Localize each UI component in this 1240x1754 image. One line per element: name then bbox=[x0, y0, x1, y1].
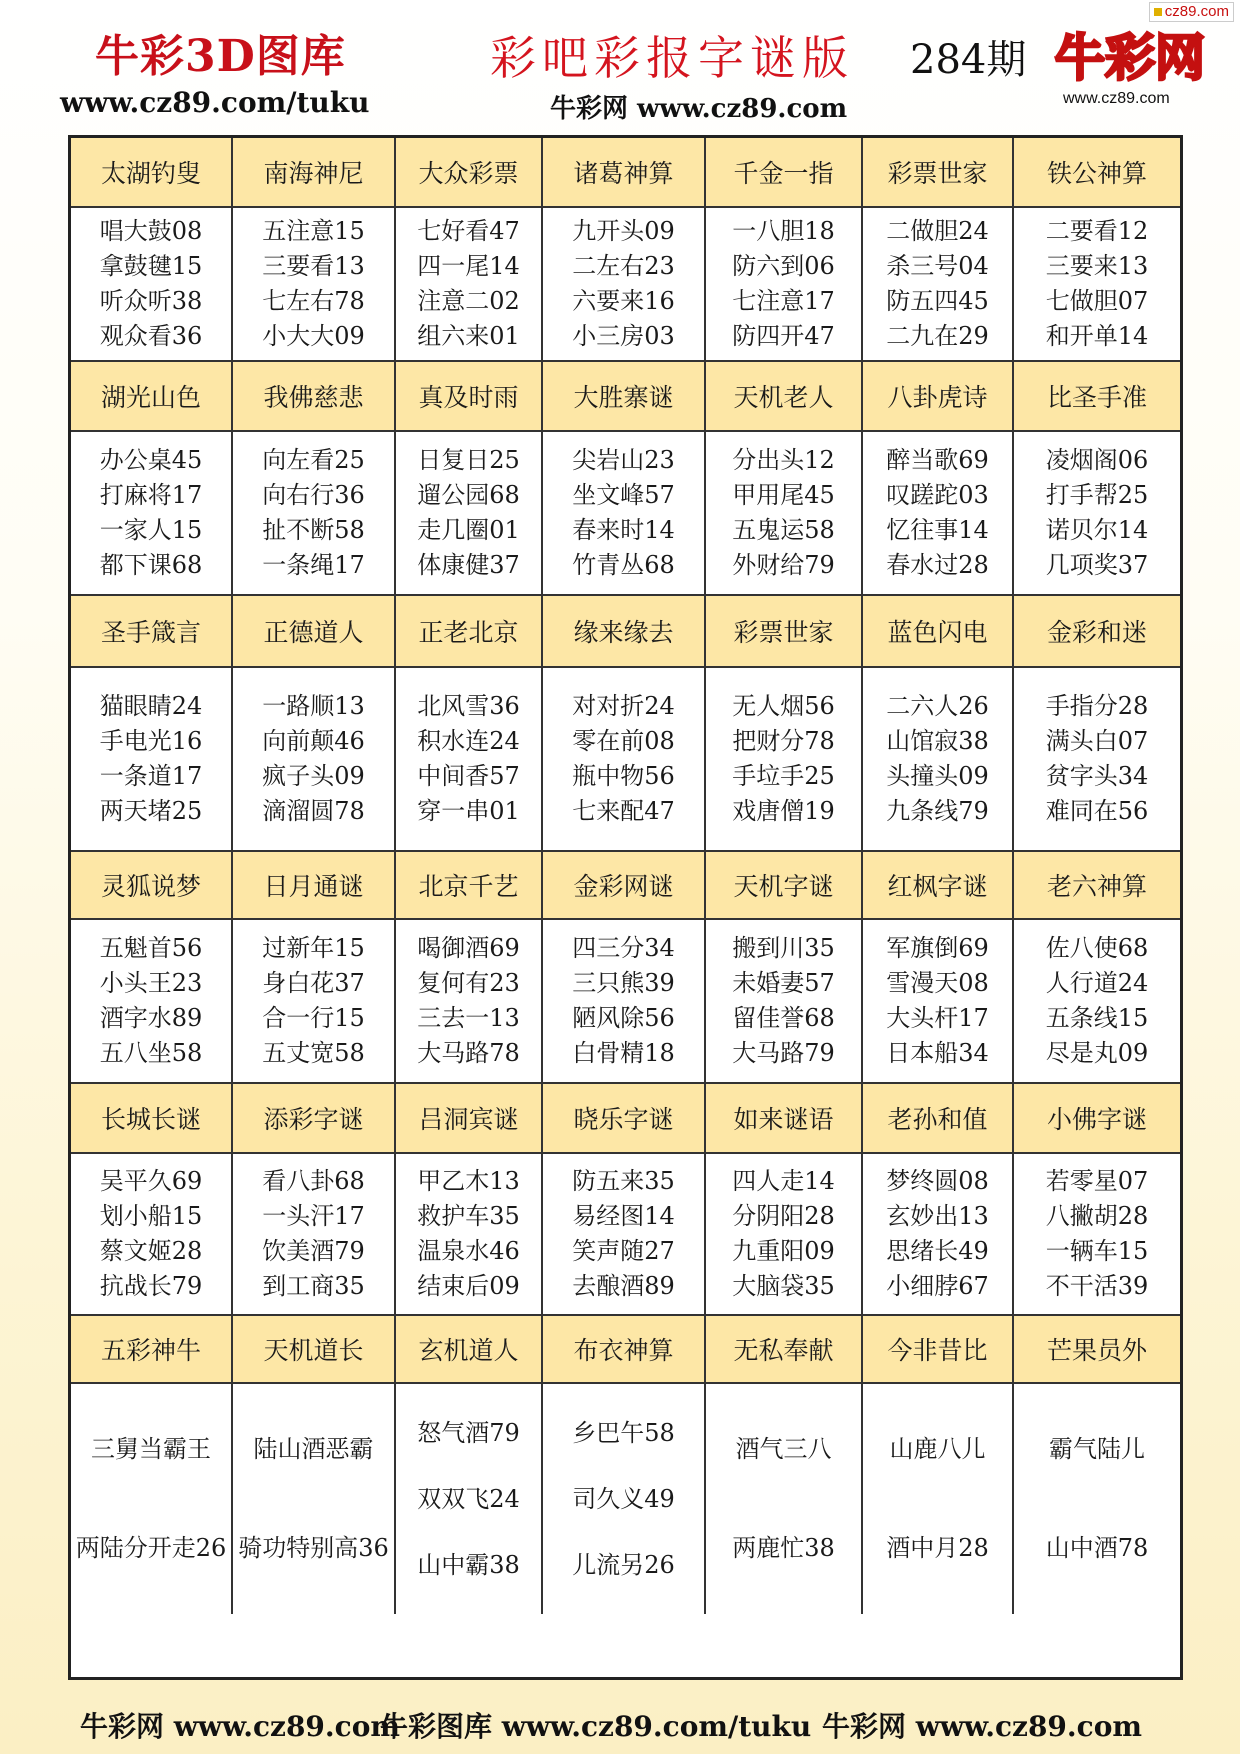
riddle-cell bbox=[863, 1154, 1014, 1316]
riddle-cell bbox=[543, 1154, 706, 1316]
riddle-cell bbox=[543, 208, 706, 362]
riddle-cell bbox=[863, 920, 1014, 1084]
riddle-line: 四人走14 bbox=[732, 1167, 835, 1195]
riddle-line: 甲用尾45 bbox=[732, 481, 835, 509]
riddle-cell bbox=[71, 432, 233, 596]
expert-name-cell: 湖光山色 bbox=[71, 362, 233, 432]
riddle-line: 九开头09 bbox=[572, 217, 675, 245]
logo-text: 牛彩网 bbox=[1055, 29, 1205, 87]
riddle-line: 扯不断58 bbox=[262, 516, 365, 544]
riddle-line: 骑功特别高36 bbox=[238, 1534, 389, 1562]
riddle-line: 北风雪36 bbox=[417, 692, 520, 720]
riddle-line: 去酿酒89 bbox=[572, 1272, 675, 1300]
riddle-line: 思绪长49 bbox=[886, 1237, 989, 1265]
riddle-line: 凌烟阁06 bbox=[1045, 446, 1149, 474]
riddle-line: 一家人15 bbox=[99, 516, 203, 544]
riddle-line: 零在前08 bbox=[572, 727, 675, 755]
riddle-line: 大马路79 bbox=[732, 1039, 835, 1067]
riddle-cell bbox=[233, 208, 396, 362]
riddle-line: 五条线15 bbox=[1045, 1004, 1149, 1032]
expert-name-cell: 布衣神算 bbox=[543, 1316, 706, 1384]
expert-name-cell: 圣手箴言 bbox=[71, 596, 233, 668]
riddle-line: 杀三号04 bbox=[886, 252, 989, 280]
riddle-line: 搬到川35 bbox=[732, 934, 835, 962]
expert-name-cell: 长城长谜 bbox=[71, 1084, 233, 1154]
riddle-line: 司久义49 bbox=[572, 1484, 675, 1513]
riddle-line: 六要来16 bbox=[572, 287, 675, 315]
riddle-cell bbox=[233, 1384, 396, 1614]
riddle-line: 三舅当霸王 bbox=[91, 1435, 211, 1463]
riddle-cell bbox=[1014, 1384, 1180, 1614]
riddle-line: 积水连24 bbox=[417, 727, 520, 755]
footer-link-right[interactable]: 牛彩网 www.cz89.com bbox=[822, 1710, 1143, 1743]
riddle-line: 山馆寂38 bbox=[886, 727, 989, 755]
riddle-cell bbox=[233, 432, 396, 596]
expert-name-cell: 诸葛神算 bbox=[543, 138, 706, 208]
riddle-line: 陋风除56 bbox=[572, 1004, 675, 1032]
riddle-line: 若零星07 bbox=[1045, 1167, 1149, 1195]
riddle-cell bbox=[543, 920, 706, 1084]
riddle-line: 抗战长79 bbox=[99, 1272, 203, 1300]
expert-name-cell: 小佛字谜 bbox=[1014, 1084, 1180, 1154]
riddle-cell bbox=[1014, 432, 1180, 596]
riddle-cell bbox=[396, 208, 543, 362]
riddle-line: 五魁首56 bbox=[99, 934, 203, 962]
riddle-line: 两鹿忙38 bbox=[732, 1534, 835, 1562]
riddle-line: 山鹿八儿 bbox=[889, 1435, 986, 1463]
riddle-line: 七做胆07 bbox=[1045, 287, 1149, 315]
riddle-line: 未婚妻57 bbox=[732, 969, 835, 997]
riddle-row bbox=[71, 432, 1180, 596]
riddle-line: 防四开47 bbox=[732, 322, 835, 350]
riddle-cell bbox=[71, 1154, 233, 1316]
riddle-grid bbox=[68, 135, 1183, 1680]
riddle-line: 双双飞24 bbox=[417, 1484, 520, 1513]
niucai-logo[interactable] bbox=[1055, 18, 1205, 113]
riddle-line: 都下课68 bbox=[99, 551, 203, 579]
expert-name-cell: 我佛慈悲 bbox=[233, 362, 396, 432]
riddle-cell bbox=[233, 1154, 396, 1316]
period-number: 284期 bbox=[910, 37, 1027, 83]
expert-name-cell: 比圣手准 bbox=[1014, 362, 1180, 432]
riddle-cell bbox=[396, 920, 543, 1084]
riddle-line: 五八坐58 bbox=[99, 1039, 203, 1067]
riddle-row bbox=[71, 668, 1180, 852]
riddle-line: 小三房03 bbox=[572, 322, 675, 350]
site-url-link[interactable]: 牛彩网 www.cz89.com bbox=[550, 94, 848, 124]
riddle-line: 三只熊39 bbox=[572, 969, 675, 997]
riddle-row bbox=[71, 1384, 1180, 1614]
riddle-cell bbox=[706, 1154, 863, 1316]
riddle-line: 忆往事14 bbox=[886, 516, 989, 544]
riddle-line: 军旗倒69 bbox=[886, 934, 989, 962]
riddle-line: 猫眼睛24 bbox=[99, 692, 203, 720]
riddle-line: 身白花37 bbox=[262, 969, 365, 997]
riddle-line: 七好看47 bbox=[417, 217, 520, 245]
expert-name-cell: 大众彩票 bbox=[396, 138, 543, 208]
riddle-line: 醉当歌69 bbox=[886, 446, 989, 474]
riddle-line: 九条线79 bbox=[886, 797, 989, 825]
expert-name-cell: 彩票世家 bbox=[706, 596, 863, 668]
riddle-line: 二左右23 bbox=[572, 252, 675, 280]
riddle-line: 易经图14 bbox=[572, 1202, 675, 1230]
riddle-cell bbox=[706, 432, 863, 596]
riddle-line: 戏唐僧19 bbox=[732, 797, 835, 825]
footer-link-left[interactable]: 牛彩网 www.cz89.com bbox=[80, 1710, 401, 1743]
riddle-cell bbox=[543, 432, 706, 596]
riddle-cell bbox=[863, 668, 1014, 852]
riddle-line: 听众听38 bbox=[99, 287, 203, 315]
expert-name-cell: 老孙和值 bbox=[863, 1084, 1014, 1154]
riddle-line: 救护车35 bbox=[417, 1202, 520, 1230]
riddle-line: 观众看36 bbox=[99, 322, 203, 350]
riddle-line: 一头汗17 bbox=[262, 1202, 365, 1230]
riddle-line: 对对折24 bbox=[572, 692, 675, 720]
badge-square-icon bbox=[1154, 8, 1162, 16]
riddle-line: 小细脖67 bbox=[886, 1272, 989, 1300]
riddle-line: 防五四45 bbox=[886, 287, 989, 315]
riddle-line: 乡巴午58 bbox=[572, 1418, 675, 1447]
expert-name-cell: 天机字谜 bbox=[706, 852, 863, 920]
riddle-line: 两天堵25 bbox=[99, 797, 203, 825]
riddle-cell bbox=[706, 668, 863, 852]
expert-name-cell: 今非昔比 bbox=[863, 1316, 1014, 1384]
riddle-cell bbox=[706, 208, 863, 362]
expert-name-cell: 大胜寨谜 bbox=[543, 362, 706, 432]
riddle-line: 头撞头09 bbox=[886, 762, 989, 790]
riddle-line: 和开单14 bbox=[1045, 322, 1149, 350]
riddle-line: 二九在29 bbox=[886, 322, 989, 350]
riddle-line: 到工商35 bbox=[262, 1272, 365, 1300]
riddle-line: 疯子头09 bbox=[262, 762, 365, 790]
riddle-line: 唱大鼓08 bbox=[99, 217, 203, 245]
expert-name-cell: 彩票世家 bbox=[863, 138, 1014, 208]
riddle-cell bbox=[71, 1384, 233, 1614]
riddle-line: 笑声随27 bbox=[572, 1237, 675, 1265]
riddle-line: 竹青丛68 bbox=[572, 551, 675, 579]
riddle-line: 防六到06 bbox=[732, 252, 835, 280]
riddle-line: 打手帮25 bbox=[1045, 481, 1149, 509]
riddle-line: 向左看25 bbox=[262, 446, 365, 474]
riddle-line: 看八卦68 bbox=[262, 1167, 365, 1195]
riddle-line: 九重阳09 bbox=[732, 1237, 835, 1265]
footer-link-center[interactable]: 牛彩图库 www.cz89.com/tuku bbox=[380, 1710, 812, 1743]
riddle-cell bbox=[706, 1384, 863, 1614]
riddle-line: 瓶中物56 bbox=[572, 762, 675, 790]
riddle-cell bbox=[71, 208, 233, 362]
header-row bbox=[71, 596, 1180, 668]
riddle-line: 一辆车15 bbox=[1045, 1237, 1149, 1265]
riddle-line: 大马路78 bbox=[417, 1039, 520, 1067]
riddle-line: 合一行15 bbox=[262, 1004, 365, 1032]
expert-name-cell: 金彩和迷 bbox=[1014, 596, 1180, 668]
riddle-cell bbox=[1014, 1154, 1180, 1316]
riddle-line: 一条道17 bbox=[99, 762, 203, 790]
riddle-line: 八撇胡28 bbox=[1045, 1202, 1149, 1230]
riddle-line: 复何有23 bbox=[417, 969, 520, 997]
riddle-line: 二六人26 bbox=[886, 692, 989, 720]
riddle-line: 二做胆24 bbox=[886, 217, 989, 245]
riddle-line: 佐八使68 bbox=[1045, 934, 1149, 962]
expert-name-cell: 天机老人 bbox=[706, 362, 863, 432]
riddle-line: 尽是丸09 bbox=[1045, 1039, 1149, 1067]
riddle-line: 滴溜圆78 bbox=[262, 797, 365, 825]
riddle-line: 贫字头34 bbox=[1045, 762, 1149, 790]
riddle-line: 五注意15 bbox=[262, 217, 365, 245]
riddle-line: 四一尾14 bbox=[417, 252, 520, 280]
expert-name-cell: 五彩神牛 bbox=[71, 1316, 233, 1384]
expert-name-cell: 无私奉献 bbox=[706, 1316, 863, 1384]
riddle-line: 白骨精18 bbox=[572, 1039, 675, 1067]
riddle-line: 手垃手25 bbox=[732, 762, 835, 790]
riddle-line: 防五来35 bbox=[572, 1167, 675, 1195]
riddle-line: 七注意17 bbox=[732, 287, 835, 315]
expert-name-cell: 北京千艺 bbox=[396, 852, 543, 920]
corner-url: cz89.com bbox=[1164, 3, 1229, 20]
expert-name-cell: 如来谜语 bbox=[706, 1084, 863, 1154]
expert-name-cell: 千金一指 bbox=[706, 138, 863, 208]
riddle-line: 外财给79 bbox=[732, 551, 835, 579]
expert-name-cell: 芒果员外 bbox=[1014, 1316, 1180, 1384]
riddle-line: 甲乙木13 bbox=[417, 1167, 520, 1195]
expert-name-cell: 晓乐字谜 bbox=[543, 1084, 706, 1154]
riddle-line: 酒中月28 bbox=[886, 1534, 989, 1562]
header-row bbox=[71, 1084, 1180, 1154]
expert-name-cell: 八卦虎诗 bbox=[863, 362, 1014, 432]
riddle-line: 手指分28 bbox=[1045, 692, 1149, 720]
riddle-line: 梦终圆08 bbox=[886, 1167, 989, 1195]
riddle-cell bbox=[863, 208, 1014, 362]
riddle-line: 一八胆18 bbox=[732, 217, 835, 245]
riddle-line: 吴平久69 bbox=[99, 1167, 203, 1195]
riddle-cell bbox=[233, 920, 396, 1084]
riddle-line: 遛公园68 bbox=[417, 481, 520, 509]
riddle-cell bbox=[233, 668, 396, 852]
riddle-cell bbox=[71, 920, 233, 1084]
riddle-line: 诺贝尔14 bbox=[1045, 516, 1149, 544]
riddle-line: 把财分78 bbox=[732, 727, 835, 755]
riddle-line: 喝御酒69 bbox=[417, 934, 520, 962]
riddle-cell bbox=[396, 432, 543, 596]
expert-name-cell: 吕洞宾谜 bbox=[396, 1084, 543, 1154]
riddle-cell bbox=[71, 668, 233, 852]
riddle-line: 无人烟56 bbox=[732, 692, 835, 720]
riddle-cell bbox=[396, 668, 543, 852]
riddle-line: 向前颠46 bbox=[262, 727, 365, 755]
expert-name-cell: 南海神尼 bbox=[233, 138, 396, 208]
riddle-line: 怒气酒79 bbox=[417, 1418, 520, 1447]
expert-name-cell: 蓝色闪电 bbox=[863, 596, 1014, 668]
riddle-cell bbox=[543, 668, 706, 852]
riddle-row bbox=[71, 920, 1180, 1084]
riddle-cell bbox=[863, 1384, 1014, 1614]
riddle-line: 温泉水46 bbox=[417, 1237, 520, 1265]
riddle-line: 雪漫天08 bbox=[886, 969, 989, 997]
riddle-line: 走几圈01 bbox=[417, 516, 520, 544]
riddle-line: 划小船15 bbox=[99, 1202, 203, 1230]
site-title: 牛彩3D图库 bbox=[95, 31, 346, 82]
riddle-line: 三要看13 bbox=[262, 252, 365, 280]
riddle-line: 一路顺13 bbox=[262, 692, 365, 720]
riddle-line: 向右行36 bbox=[262, 481, 365, 509]
riddle-line: 春水过28 bbox=[886, 551, 989, 579]
riddle-cell bbox=[863, 432, 1014, 596]
riddle-line: 春来时14 bbox=[572, 516, 675, 544]
expert-name-cell: 正老北京 bbox=[396, 596, 543, 668]
expert-name-cell: 灵狐说梦 bbox=[71, 852, 233, 920]
riddle-line: 尖岩山23 bbox=[572, 446, 675, 474]
riddle-line: 留佳誉68 bbox=[732, 1004, 835, 1032]
riddle-cell bbox=[706, 920, 863, 1084]
header-row bbox=[71, 362, 1180, 432]
riddle-line: 两陆分开走26 bbox=[75, 1534, 227, 1562]
riddle-line: 几项奖37 bbox=[1045, 551, 1149, 579]
riddle-cell bbox=[1014, 208, 1180, 362]
riddle-line: 组六来01 bbox=[417, 322, 520, 350]
riddle-line: 五鬼运58 bbox=[732, 516, 835, 544]
riddle-line: 四三分34 bbox=[572, 934, 675, 962]
riddle-line: 结束后09 bbox=[417, 1272, 520, 1300]
riddle-line: 穿一串01 bbox=[417, 797, 520, 825]
riddle-line: 山中酒78 bbox=[1045, 1534, 1149, 1562]
riddle-line: 霸气陆儿 bbox=[1049, 1435, 1145, 1463]
riddle-line: 酒字水89 bbox=[99, 1004, 203, 1032]
riddle-line: 拿鼓毽15 bbox=[99, 252, 203, 280]
header-row bbox=[71, 852, 1180, 920]
expert-name-cell: 真及时雨 bbox=[396, 362, 543, 432]
riddle-line: 蔡文姬28 bbox=[99, 1237, 203, 1265]
riddle-line: 分阴阳28 bbox=[732, 1202, 835, 1230]
riddle-line: 三要来13 bbox=[1045, 252, 1149, 280]
page-subtitle: 彩吧彩报字谜版 bbox=[490, 31, 854, 85]
header-row bbox=[71, 138, 1180, 208]
riddle-line: 注意二02 bbox=[417, 287, 520, 315]
riddle-cell bbox=[1014, 668, 1180, 852]
riddle-line: 三去一13 bbox=[417, 1004, 520, 1032]
riddle-line: 过新年15 bbox=[262, 934, 365, 962]
riddle-line: 儿流另26 bbox=[572, 1550, 675, 1579]
riddle-line: 大脑袋35 bbox=[732, 1272, 835, 1300]
expert-name-cell: 太湖钓叟 bbox=[71, 138, 233, 208]
expert-name-cell: 铁公神算 bbox=[1014, 138, 1180, 208]
riddle-line: 二要看12 bbox=[1045, 217, 1149, 245]
riddle-line: 一条绳17 bbox=[262, 551, 365, 579]
riddle-line: 人行道24 bbox=[1045, 969, 1149, 997]
riddle-line: 难同在56 bbox=[1045, 797, 1149, 825]
riddle-line: 日复日25 bbox=[417, 446, 520, 474]
riddle-line: 玄妙出13 bbox=[886, 1202, 989, 1230]
riddle-cell bbox=[1014, 920, 1180, 1084]
header-row bbox=[71, 1316, 1180, 1384]
expert-name-cell: 金彩网谜 bbox=[543, 852, 706, 920]
expert-name-cell: 日月通谜 bbox=[233, 852, 396, 920]
expert-name-cell: 添彩字谜 bbox=[233, 1084, 396, 1154]
expert-name-cell: 老六神算 bbox=[1014, 852, 1180, 920]
riddle-row bbox=[71, 208, 1180, 362]
riddle-line: 分出头12 bbox=[732, 446, 835, 474]
riddle-line: 大头杆17 bbox=[886, 1004, 989, 1032]
riddle-line: 五丈宽58 bbox=[262, 1039, 365, 1067]
expert-name-cell: 玄机道人 bbox=[396, 1316, 543, 1384]
riddle-line: 小头王23 bbox=[99, 969, 203, 997]
riddle-line: 办公桌45 bbox=[99, 446, 203, 474]
riddle-line: 饮美酒79 bbox=[262, 1237, 365, 1265]
riddle-line: 酒气三八 bbox=[735, 1435, 832, 1463]
riddle-cell bbox=[396, 1384, 543, 1614]
riddle-cell bbox=[396, 1154, 543, 1316]
logo-url: www.cz89.com bbox=[1063, 90, 1170, 107]
riddle-line: 山中霸38 bbox=[417, 1550, 520, 1579]
riddle-row bbox=[71, 1154, 1180, 1316]
riddle-line: 陆山酒恶霸 bbox=[253, 1435, 374, 1463]
riddle-line: 坐文峰57 bbox=[572, 481, 675, 509]
riddle-line: 七左右78 bbox=[262, 287, 365, 315]
riddle-line: 打麻将17 bbox=[99, 481, 203, 509]
expert-name-cell: 缘来缘去 bbox=[543, 596, 706, 668]
riddle-line: 不干活39 bbox=[1045, 1272, 1149, 1300]
riddle-cell bbox=[543, 1384, 706, 1614]
riddle-line: 七来配47 bbox=[572, 797, 675, 825]
riddle-line: 叹蹉跎03 bbox=[886, 481, 989, 509]
riddle-line: 体康健37 bbox=[417, 551, 520, 579]
riddle-line: 小大大09 bbox=[262, 322, 365, 350]
riddle-line: 中间香57 bbox=[417, 762, 520, 790]
expert-name-cell: 天机道长 bbox=[233, 1316, 396, 1384]
expert-name-cell: 红枫字谜 bbox=[863, 852, 1014, 920]
expert-name-cell: 正德道人 bbox=[233, 596, 396, 668]
riddle-line: 手电光16 bbox=[99, 727, 203, 755]
riddle-line: 满头白07 bbox=[1045, 727, 1149, 755]
riddle-line: 日本船34 bbox=[886, 1039, 989, 1067]
tuku-url-link[interactable]: www.cz89.com/tuku bbox=[60, 86, 370, 119]
